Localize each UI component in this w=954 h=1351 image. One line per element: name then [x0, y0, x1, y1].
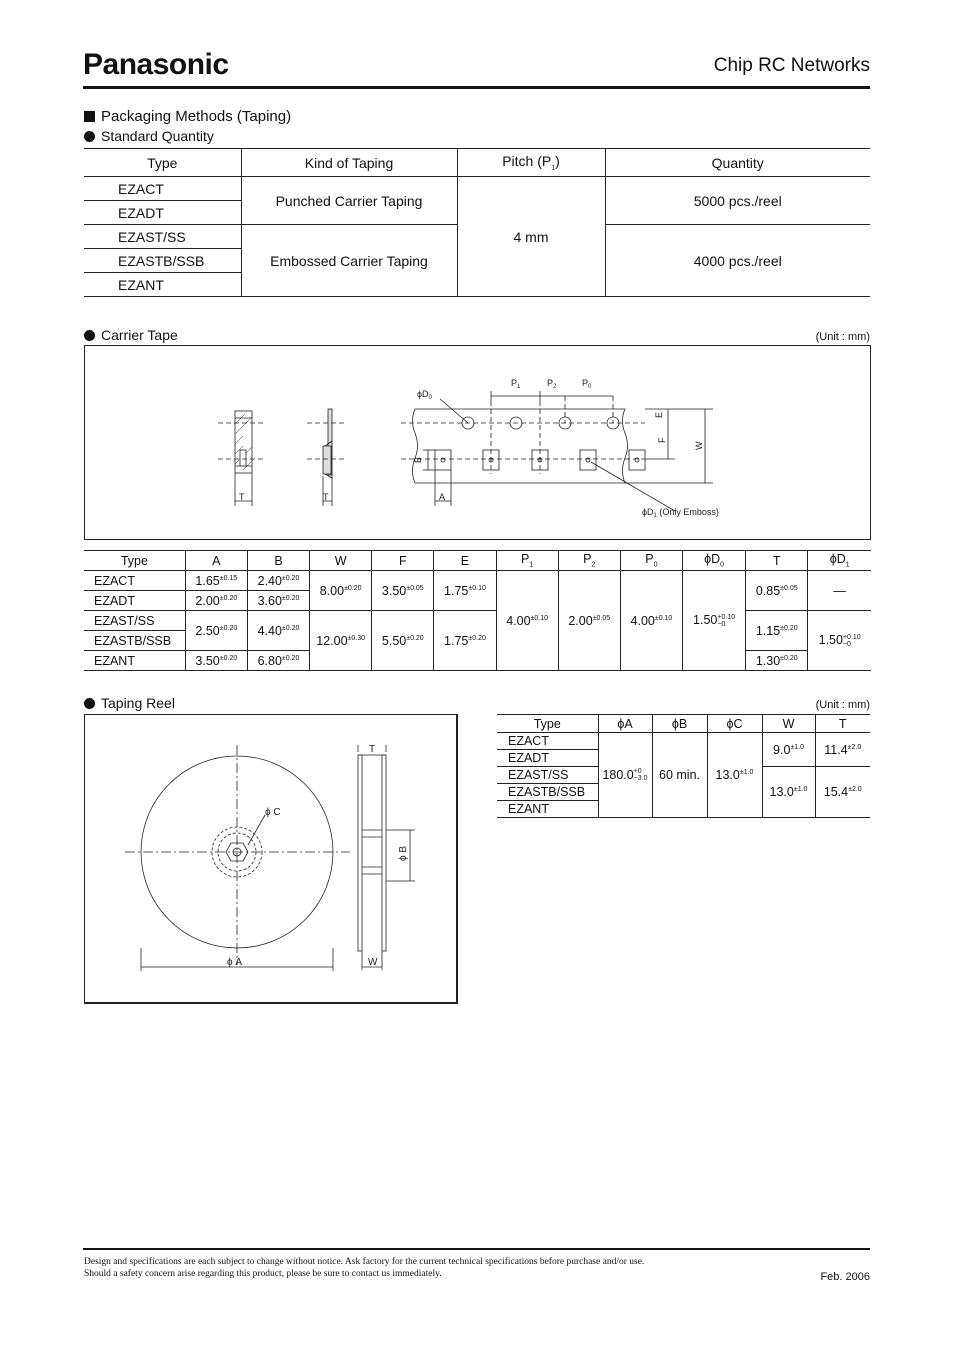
e-cell: $1.75^{\pm 0.10}$ — [434, 571, 496, 611]
quantity-cell: 4000 pcs./reel — [605, 225, 870, 297]
col-t: T — [746, 551, 808, 571]
quantity-cell: 5000 pcs./reel — [605, 177, 870, 225]
svg-text:A: A — [439, 492, 446, 502]
svg-text:ϕ A: ϕ A — [227, 957, 243, 968]
svg-text:T: T — [239, 492, 245, 502]
t-cell: $11.4^{\pm 2.0}$ — [815, 733, 870, 767]
carrier-tape-drawing — [85, 346, 870, 539]
type-cell: EZANT — [84, 651, 185, 671]
col-t: T — [815, 715, 870, 733]
type-cell: EZAST/SS — [84, 225, 241, 249]
carrier-tape-heading: Carrier Tape — [84, 327, 178, 343]
col-w: W — [762, 715, 815, 733]
table-header-row — [84, 149, 870, 177]
type-cell: EZACT — [84, 177, 241, 201]
col-type: Type — [84, 551, 185, 571]
unit-note: (Unit : mm) — [815, 331, 870, 343]
footer-rule — [83, 1248, 870, 1250]
d1-cell: — — [808, 571, 871, 611]
carrier-tape-dimensions-table — [84, 550, 871, 671]
p2-cell: $2.00^{\pm 0.05}$ — [558, 571, 620, 671]
svg-text:T: T — [323, 492, 329, 502]
table-row — [84, 177, 870, 201]
standard-quantity-heading: Standard Quantity — [84, 128, 214, 144]
svg-text:T: T — [369, 744, 376, 755]
col-f: F — [372, 551, 434, 571]
svg-text:F: F — [657, 437, 667, 443]
t-cell: $1.15^{\pm 0.20}$ — [746, 611, 808, 651]
table-header-row — [497, 715, 870, 733]
col-e: E — [434, 551, 496, 571]
type-cell: EZAST/SS — [497, 767, 598, 784]
col-d1: $\phi D_1$ — [808, 551, 871, 571]
col-b: B — [247, 551, 309, 571]
col-a: A — [185, 551, 247, 571]
phi-c-cell: $13.0^{\pm 1.0}$ — [707, 733, 762, 818]
svg-text:ϕD1 (Only Emboss): $\phi D_1$ (Only Emboss) — [642, 507, 719, 519]
type-cell: EZASTB/SSB — [84, 249, 241, 273]
tape-top-view — [413, 409, 628, 483]
dot-bullet-icon — [84, 131, 95, 142]
col-type: Type — [84, 149, 241, 177]
w-cell: $9.0^{\pm 1.0}$ — [762, 733, 815, 767]
d0-cell: 1.50+0.10 −0 — [683, 571, 746, 671]
svg-text:ϕ B: ϕ B — [398, 845, 409, 861]
col-phi-b: ϕB — [652, 715, 707, 733]
t-cell: $0.85^{\pm 0.05}$ — [746, 571, 808, 611]
w-cell: $8.00^{\pm 0.20}$ — [310, 571, 372, 611]
svg-text:P0: $P_0$ — [582, 378, 592, 390]
document-title: Chip RC Networks — [713, 55, 870, 76]
svg-text:ϕ C: ϕ C — [265, 807, 281, 818]
svg-text:W: W — [368, 957, 378, 968]
col-p2: $P_2$ — [558, 551, 620, 571]
brand-logo: Panasonic — [83, 48, 229, 81]
e-cell: $1.75^{\pm 0.20}$ — [434, 611, 496, 671]
dot-bullet-icon — [84, 330, 95, 341]
t-cell: $15.4^{\pm 2.0}$ — [815, 767, 870, 818]
t-cell: $1.30^{\pm 0.20}$ — [746, 651, 808, 671]
svg-text:W: W — [694, 441, 704, 450]
pitch-cell: 4 mm — [457, 177, 605, 297]
section-title-text: Packaging Methods (Taping) — [101, 108, 292, 125]
w-cell: $12.00^{\pm 0.30}$ — [310, 611, 372, 671]
col-d0: $\phi D_0$ — [683, 551, 746, 571]
type-cell: EZANT — [84, 273, 241, 297]
taping-reel-drawing — [85, 715, 456, 1002]
b-cell: $6.80^{\pm 0.20}$ — [247, 651, 309, 671]
type-cell: EZACT — [497, 733, 598, 750]
p1-cell: $4.00^{\pm 0.10}$ — [496, 571, 558, 671]
a-cell: $3.50^{\pm 0.20}$ — [185, 651, 247, 671]
type-cell: EZASTB/SSB — [84, 631, 185, 651]
taping-reel-dimensions-table — [497, 714, 870, 818]
header-rule — [83, 86, 870, 89]
standard-quantity-table — [84, 148, 870, 297]
taping-reel-diagram — [84, 714, 458, 1004]
b-cell: $4.40^{\pm 0.20}$ — [247, 611, 309, 651]
col-kind: Kind of Taping — [241, 149, 457, 177]
footer-date: Feb. 2006 — [820, 1271, 870, 1283]
type-cell: EZACT — [84, 571, 185, 591]
square-bullet-icon — [84, 111, 95, 122]
phi-a-cell: 180.0+0 −3.0 — [598, 733, 652, 818]
w-cell: $13.0^{\pm 1.0}$ — [762, 767, 815, 818]
svg-text:E: E — [654, 411, 664, 418]
p0-cell: $4.00^{\pm 0.10}$ — [620, 571, 682, 671]
col-p1: $P_1$ — [496, 551, 558, 571]
type-cell: EZASTB/SSB — [497, 784, 598, 801]
type-cell: EZADT — [497, 750, 598, 767]
a-cell: $2.50^{\pm 0.20}$ — [185, 611, 247, 651]
col-quantity: Quantity — [605, 149, 870, 177]
d1-cell: 1.50+0.10 −0 — [808, 611, 871, 671]
phi-b-cell: 60 min. — [652, 733, 707, 818]
col-phi-a: ϕA — [598, 715, 652, 733]
col-pitch: Pitch $(P_1)$ — [457, 149, 605, 177]
a-cell: $2.00^{\pm 0.20}$ — [185, 591, 247, 611]
kind-cell: Embossed Carrier Taping — [241, 225, 457, 297]
table-header-row — [84, 551, 871, 571]
table-row — [84, 571, 871, 591]
b-cell: $3.60^{\pm 0.20}$ — [247, 591, 309, 611]
svg-text:ϕD0: $\phi D_0$ — [417, 389, 432, 401]
a-cell: $1.65^{\pm 0.15}$ — [185, 571, 247, 591]
b-cell: $2.40^{\pm 0.20}$ — [247, 571, 309, 591]
col-phi-c: ϕC — [707, 715, 762, 733]
type-cell: EZAST/SS — [84, 611, 185, 631]
table-row — [497, 733, 870, 750]
dot-bullet-icon — [84, 698, 95, 709]
svg-text:B: B — [413, 456, 423, 463]
col-type: Type — [497, 715, 598, 733]
f-cell: $5.50^{\pm 0.20}$ — [372, 611, 434, 671]
svg-text:P2: $P_2$ — [547, 378, 557, 390]
svg-text:P1: $P_1$ — [511, 378, 521, 390]
f-cell: $3.50^{\pm 0.05}$ — [372, 571, 434, 611]
col-p0: $P_0$ — [620, 551, 682, 571]
type-cell: EZADT — [84, 591, 185, 611]
carrier-tape-diagram — [84, 345, 871, 540]
kind-cell: Punched Carrier Taping — [241, 177, 457, 225]
section-title — [84, 108, 291, 125]
table-row — [84, 611, 871, 631]
taping-reel-heading: Taping Reel — [84, 695, 175, 711]
type-cell: EZANT — [497, 801, 598, 818]
footer-disclaimer: Design and specifications are each subject to change without notice. Ask factory for the current technical specifications before purchase and/or use. Should a safety concern arise regarding this product, please be sure to contact us immediately. — [84, 1257, 645, 1279]
col-w: W — [310, 551, 372, 571]
type-cell: EZADT — [84, 201, 241, 225]
unit-note: (Unit : mm) — [815, 699, 870, 711]
